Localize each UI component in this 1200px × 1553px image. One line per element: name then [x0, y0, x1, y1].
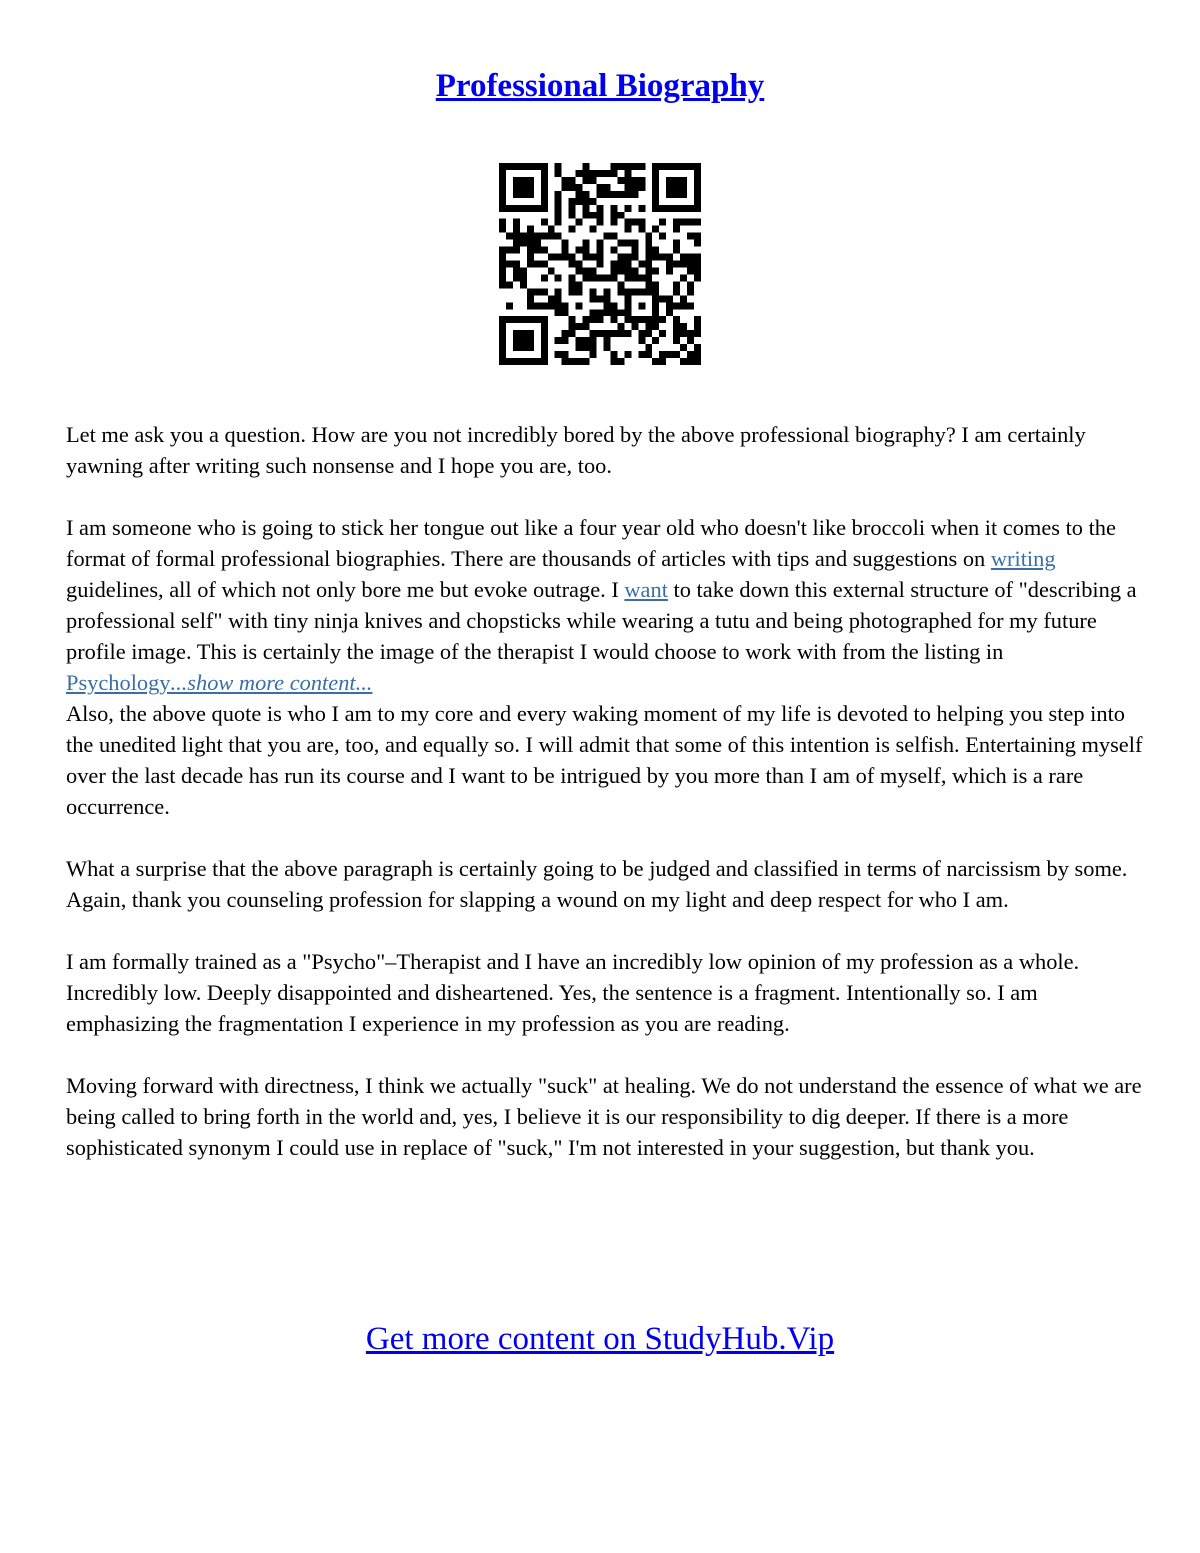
paragraph-format [66, 512, 1146, 698]
title-link[interactable]: Professional Biography [435, 68, 765, 104]
paragraph-surprise: What a surprise that the above paragraph is certainly going to be judged and classified in terms of narcissism by some. Again, thank you counseling profession for slapping a wound on my light and deep respect for who I am. [66, 856, 1128, 912]
paragraph-text: I am someone who is going to stick her tongue out like a four year old who doesn't like broccoli when it comes to the format of formal professional biographies. There are thousands of articles with tips and suggestions on [66, 515, 1116, 571]
psychology-link[interactable]: Psychology [66, 670, 171, 695]
paragraph-trained: I am formally trained as a "Psycho"–Therapist and I have an incredibly low opinion of my profession as a whole. Incredibly low. Deeply disappointed and disheartened. Yes, the sentence is a fragment. Intentionally so. I am emphasizing the fragmentation I experience in my profession as you are reading. [66, 949, 1080, 1036]
show-more-content-link[interactable]: ...show more content... [170, 670, 373, 695]
paragraph-intro: Let me ask you a question. How are you not incredibly bored by the above professional biography? I am certainly yawning after writing such nonsense and I hope you are, too. [66, 422, 1086, 478]
page-title [0, 64, 1200, 108]
paragraph-text: to take down this external structure of "describing a professional self" with tiny ninja knives and chopsticks while wearing a tutu and being photographed for my future profile image. This is certainly the image of the therapist I would choose to work with from the listing in [66, 577, 1137, 664]
get-more-content-link[interactable]: Get more content on StudyHub.Vip [365, 1321, 835, 1357]
paragraph-text: guidelines, all of which not only bore me but evoke outrage. I [66, 577, 625, 602]
want-link[interactable]: want [624, 577, 668, 602]
paragraph-core: Also, the above quote is who I am to my core and every waking moment of my life is devoted to helping you step into the unedited light that you are, too, and equally so. I will admit that some of this intention is selfish. Entertaining myself over the last decade has run its course and I want to be intrigued by you more than I am of myself, which is a rare occurrence. [66, 701, 1143, 819]
writing-link[interactable]: writing [990, 546, 1056, 571]
footer [0, 1317, 1200, 1361]
article-body [66, 419, 1146, 1194]
paragraph-directness: Moving forward with directness, I think we actually "suck" at healing. We do not understand the essence of what we are being called to bring forth in the world and, yes, I believe it is our responsibility to dig deeper. If there is a more sophisticated synonym I could use in replace of "suck," I'm not interested in your suggestion, but thank you. [66, 1073, 1142, 1160]
qr-code-icon [499, 163, 701, 365]
